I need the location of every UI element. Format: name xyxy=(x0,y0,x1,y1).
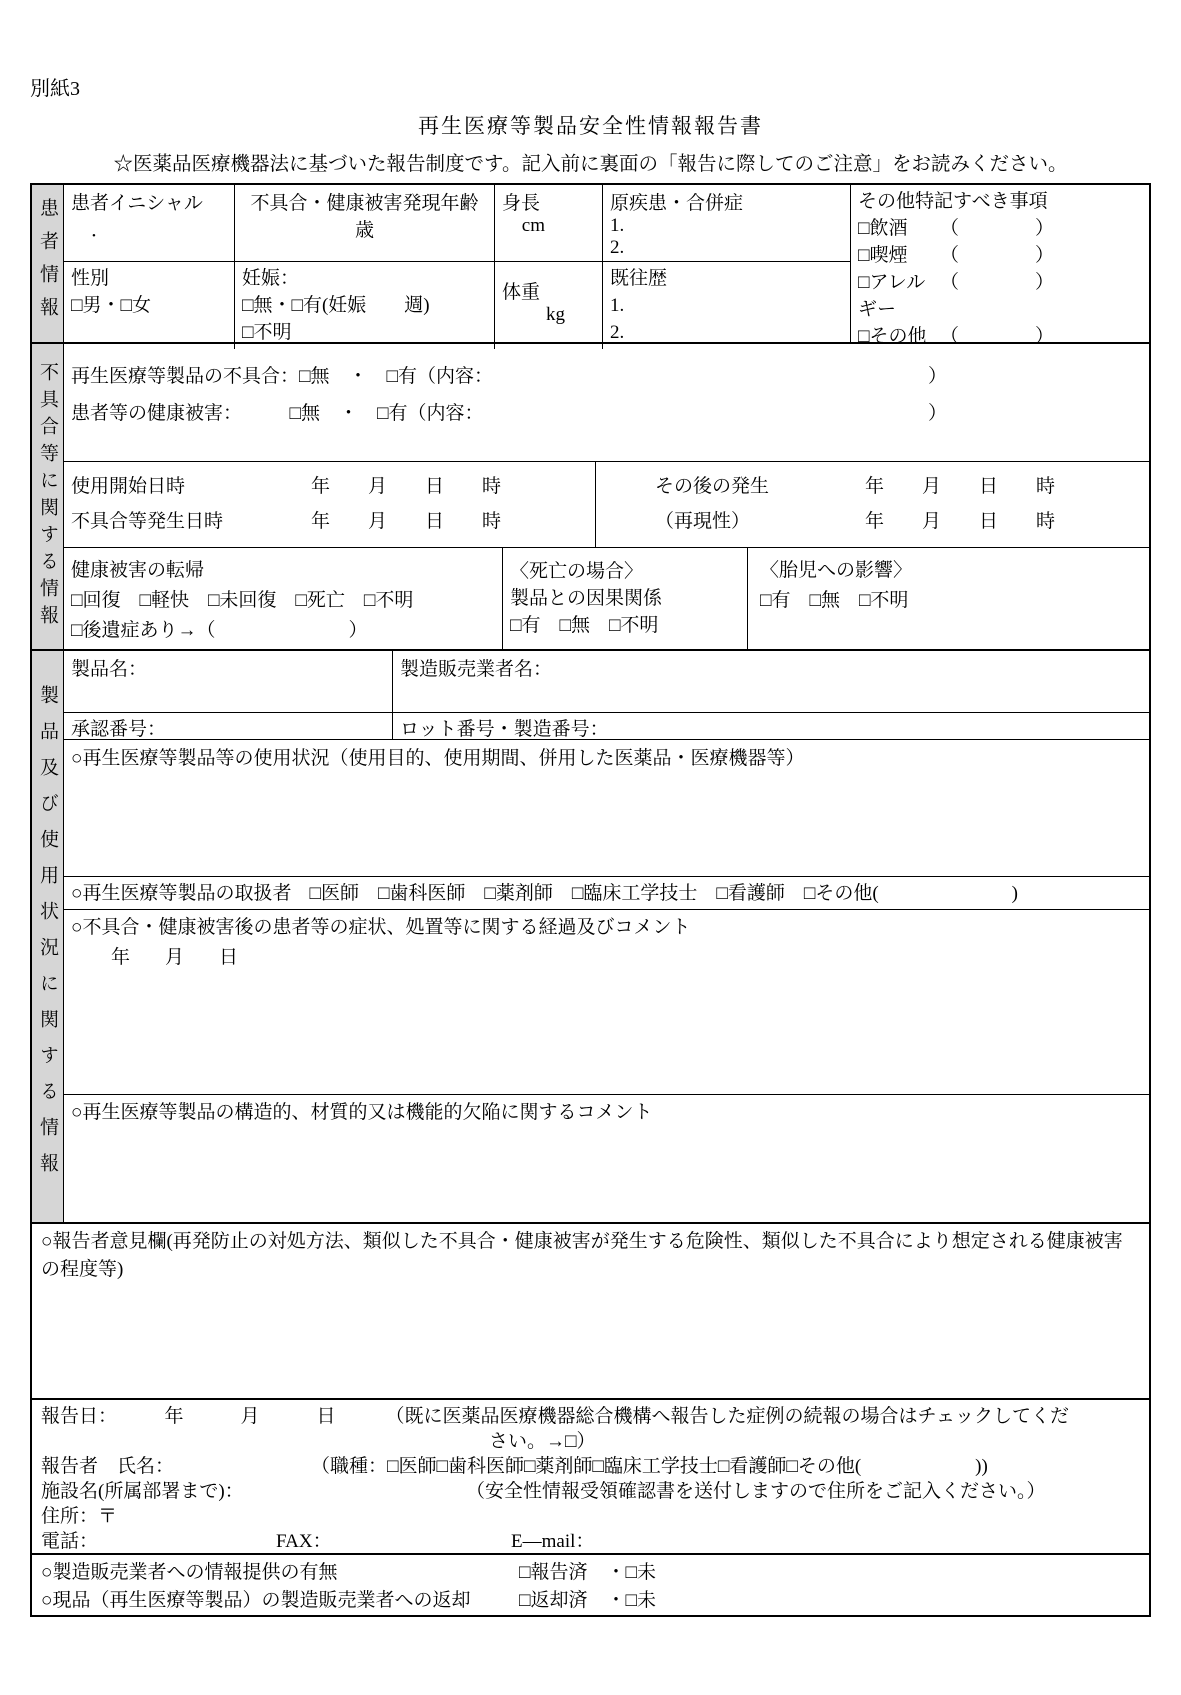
sex-label: 性別 xyxy=(71,268,110,289)
occurrence-line xyxy=(71,510,588,534)
primary-disease-item-1: 1. xyxy=(610,215,625,236)
allergy-paren: （ ） xyxy=(939,272,1054,293)
provision-section xyxy=(32,1553,1149,1615)
usage-label: ○再生医療等製品等の使用状況（使用目的、使用期間、併用した医薬品・医療機器等） xyxy=(71,748,805,769)
occurrence-label: 不具合等発生日時 xyxy=(71,510,224,532)
malfunction-section-label: 不具合等に関する情報 xyxy=(32,344,64,649)
medical-history-label: 既往歴 xyxy=(610,268,668,289)
facility-note: （安全性情報受領確認書を送付しますので住所をご記入ください。） xyxy=(466,1481,1046,1502)
followup-note-line2 xyxy=(41,1429,1140,1454)
product-section xyxy=(32,649,1149,1222)
product-name-row xyxy=(64,651,1149,712)
subsequent-date-units: 年 月 日 時 xyxy=(865,476,1056,498)
lot-number-label: ロット番号・製造番号： xyxy=(400,719,609,739)
lot-number-cell xyxy=(392,713,1149,739)
malfunction-presence-row xyxy=(64,344,1149,461)
product-name-cell xyxy=(64,651,392,712)
info-provision-line xyxy=(41,1559,1140,1587)
product-return-label: ○現品（再生医療等製品）の製造販売業者への返却 xyxy=(41,1590,471,1611)
subsequent-line xyxy=(603,475,1142,499)
form-notice: ☆医薬品医療機器法に基づいた報告制度です。記入前に裏面の「報告に際してのご注意」をお読みください。 xyxy=(113,154,1068,175)
patient-row-2 xyxy=(64,261,850,349)
outcome-cell xyxy=(64,548,502,649)
manufacturer-label: 製造販売業者名： xyxy=(400,659,553,680)
use-dates-cell xyxy=(64,462,595,547)
defect-row xyxy=(64,1094,1149,1222)
death-causality-checkboxes[interactable]: □有 □無 □不明 xyxy=(510,615,659,636)
patient-row-1 xyxy=(64,185,850,261)
reproducibility-line xyxy=(603,510,1142,534)
approval-number-label: 承認番号： xyxy=(71,719,167,739)
course-date-units: 年 月 日 xyxy=(111,947,247,968)
info-provision-checkboxes[interactable]: □報告済 ・□未 xyxy=(519,1562,656,1583)
product-malfunction-checkboxes[interactable]: 再生医療等製品の不具合：□無 ・ □有（内容： xyxy=(71,366,493,387)
email-label: E—mail： xyxy=(511,1531,595,1552)
course-label: ○不具合・健康被害後の患者等の症状、処置等に関する経過及びコメント xyxy=(71,917,691,938)
occurrence-date-units: 年 月 日 時 xyxy=(311,510,502,532)
fetus-effect-checkboxes[interactable]: □有 □無 □不明 xyxy=(760,590,909,611)
onset-age-label: 不具合・健康被害発現年齢 xyxy=(250,193,479,214)
facility-line xyxy=(41,1479,1140,1504)
product-name-label: 製品名： xyxy=(71,659,148,680)
subsequent-label: その後の発生 xyxy=(655,476,770,498)
opinion-section xyxy=(32,1222,1149,1398)
malfunction-presence-cell xyxy=(64,344,1149,461)
occupation-checkboxes[interactable]: （職種：□医師□歯科医師□薬剤師□臨床工学技士□看護師□その他( )) xyxy=(311,1456,988,1477)
death-causality-label: 製品との因果関係 xyxy=(510,588,663,609)
use-start-line xyxy=(71,475,588,499)
report-form-table xyxy=(30,183,1151,1617)
reporter-name-line xyxy=(41,1454,1140,1479)
info-provision-label: ○製造販売業者への情報提供の有無 xyxy=(41,1562,338,1583)
form-title: 再生医療等製品安全性情報報告書 xyxy=(418,114,763,138)
malfunction-section-body xyxy=(64,344,1149,649)
handler-row xyxy=(64,876,1149,909)
note-smoke-line xyxy=(858,242,1142,269)
note-allergy-line xyxy=(858,269,1142,323)
allergy-checkbox[interactable]: □アレルギー xyxy=(858,272,926,320)
fetus-effect-cell xyxy=(747,548,1149,649)
patient-grid xyxy=(64,185,850,342)
medical-history-item-2: 2. xyxy=(610,322,625,343)
patient-initial-label: 患者イニシャル xyxy=(71,193,203,214)
pregnancy-cell xyxy=(234,262,494,349)
attachment-label: 別紙3 xyxy=(30,78,80,100)
product-malfunction-line xyxy=(71,358,1142,395)
manufacturer-cell xyxy=(392,651,1149,712)
approval-row xyxy=(64,712,1149,739)
product-return-checkboxes[interactable]: □返却済 ・□未 xyxy=(519,1590,656,1611)
primary-disease-item-2: 2. xyxy=(610,237,625,258)
use-start-label: 使用開始日時 xyxy=(71,476,186,498)
patient-section-body xyxy=(64,185,1149,347)
sex-options-checkboxes[interactable]: □男・□女 xyxy=(71,295,151,316)
outcome-label: 健康被害の転帰 xyxy=(71,560,205,581)
note-drink-line xyxy=(858,215,1142,242)
pregnancy-unknown-checkbox[interactable]: □不明 xyxy=(242,322,292,343)
course-row xyxy=(64,909,1149,1094)
medical-history-cell xyxy=(602,262,850,349)
product-section-label: 製品及び使用状況に関する情報 xyxy=(32,651,64,1222)
primary-disease-cell xyxy=(602,185,850,261)
usage-cell xyxy=(64,740,1149,876)
health-damage-close-paren: ） xyxy=(927,403,947,424)
other-paren: （ ） xyxy=(939,326,1054,347)
report-date-line xyxy=(41,1404,1140,1429)
weight-unit: kg xyxy=(546,304,565,325)
weight-cell xyxy=(494,262,602,349)
height-unit: cm xyxy=(521,215,545,236)
defect-label: ○再生医療等製品の構造的、材質的又は機能的欠陥に関するコメント xyxy=(71,1102,653,1123)
use-start-date-units: 年 月 日 時 xyxy=(311,476,502,498)
phone-label: 電話： xyxy=(41,1531,99,1552)
handler-cell xyxy=(64,877,1149,909)
usage-row xyxy=(64,739,1149,876)
fax-label: FAX： xyxy=(276,1531,332,1552)
pregnancy-options-checkboxes[interactable]: □無・□有(妊娠 週) xyxy=(242,295,430,316)
reproducibility-label: （再現性） xyxy=(655,510,751,532)
reporter-name-label: 報告者 氏名： xyxy=(41,1456,175,1477)
other-notes-cell xyxy=(850,185,1149,347)
product-malfunction-close-paren: ） xyxy=(927,366,947,387)
sequela-checkbox[interactable]: □後遺症あり→（ ） xyxy=(71,620,368,641)
patient-initial-value: ． xyxy=(91,220,111,241)
patient-initial-cell xyxy=(64,185,234,261)
malfunction-section xyxy=(32,342,1149,649)
other-checkbox[interactable]: □その他 xyxy=(858,326,927,347)
opinion-label: ○報告者意見欄(再発防止の対処方法、類似した不具合・健康被害が発生する危険性、類似した不具合により想定される健康被害の程度等) xyxy=(41,1231,1123,1280)
height-cell xyxy=(494,185,602,261)
drink-checkbox[interactable]: □飲酒 xyxy=(858,218,908,239)
pregnancy-label: 妊娠： xyxy=(242,268,300,289)
handler-options-checkboxes[interactable]: □医師 □歯科医師 □薬剤師 □臨床工学技士 □看護師 □その他( ) xyxy=(309,883,1018,904)
outcome-row xyxy=(64,547,1149,649)
followup-checkbox[interactable]: さい。→□） xyxy=(489,1431,596,1452)
address-label: 住所：〒 xyxy=(41,1506,118,1527)
defect-cell xyxy=(64,1095,1149,1222)
followup-note-part1: （既に医薬品医療機器総合機構へ報告した症例の続報の場合はチェックしてくだ xyxy=(385,1406,1069,1427)
death-case-cell xyxy=(502,548,747,649)
height-label: 身長 xyxy=(502,193,541,214)
primary-disease-label: 原疾患・合併症 xyxy=(610,193,744,214)
subsequent-dates-cell xyxy=(595,462,1149,547)
product-section-body xyxy=(64,651,1149,1222)
fetus-effect-title: 〈胎児への影響〉 xyxy=(760,560,913,581)
onset-age-unit: 歳 xyxy=(354,220,374,241)
patient-section xyxy=(32,185,1149,347)
smoke-paren: （ ） xyxy=(939,245,1054,266)
handler-label: ○再生医療等製品の取扱者 xyxy=(71,883,292,904)
reporter-section xyxy=(32,1398,1149,1553)
outcome-options-checkboxes[interactable]: □回復 □軽快 □未回復 □死亡 □不明 xyxy=(71,590,414,611)
patient-section-label: 患者情報 xyxy=(32,185,64,342)
contact-line xyxy=(41,1529,1140,1554)
weight-label: 体重 xyxy=(502,282,541,303)
health-damage-line xyxy=(71,395,1142,432)
onset-age-cell xyxy=(234,185,494,261)
dates-row xyxy=(64,461,1149,547)
other-notes-label: その他特記すべき事項 xyxy=(858,191,1048,212)
facility-label: 施設名(所属部署まで)： xyxy=(41,1481,244,1502)
course-cell xyxy=(64,910,1149,1094)
death-case-title: 〈死亡の場合〉 xyxy=(510,561,644,582)
report-date-label: 報告日： 年 月 日 xyxy=(41,1406,336,1427)
address-line xyxy=(41,1504,1140,1529)
health-damage-checkboxes[interactable]: 患者等の健康被害： □無 ・ □有（内容： xyxy=(71,403,484,424)
drink-paren: （ ） xyxy=(939,218,1054,239)
reproducibility-date-units: 年 月 日 時 xyxy=(865,510,1056,532)
medical-history-item-1: 1. xyxy=(610,295,625,316)
sex-cell xyxy=(64,262,234,349)
product-return-line xyxy=(41,1587,1140,1615)
approval-number-cell xyxy=(64,713,392,739)
smoke-checkbox[interactable]: □喫煙 xyxy=(858,245,908,266)
